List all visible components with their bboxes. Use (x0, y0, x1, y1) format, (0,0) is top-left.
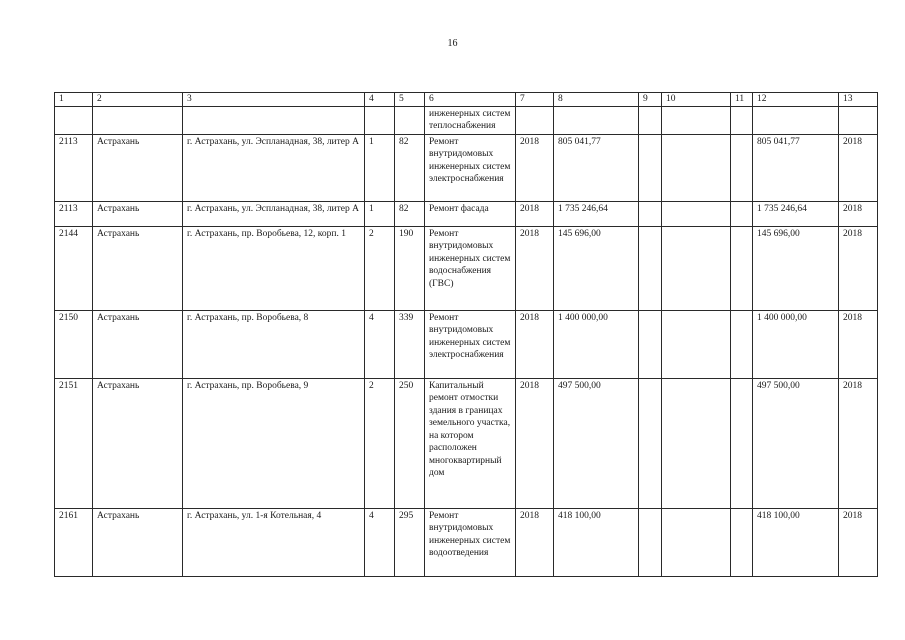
table-cell (731, 201, 753, 226)
table-cell: 2150 (55, 310, 93, 378)
table-cell: 2018 (839, 134, 878, 201)
table-cell: 1 400 000,00 (554, 310, 639, 378)
table-cell: инженерных систем теплоснабжения (425, 106, 516, 134)
table-cell: 2151 (55, 378, 93, 508)
table-cell (662, 378, 731, 508)
table-cell: Ремонт внутридомовых инженерных систем электроснабжения (425, 134, 516, 201)
table-cell: 2 (365, 378, 395, 508)
table-cell (639, 508, 662, 576)
table-cell (554, 106, 639, 134)
table-cell (731, 226, 753, 310)
header-cell: 12 (753, 93, 839, 107)
table-cell: 145 696,00 (753, 226, 839, 310)
table-cell (365, 106, 395, 134)
table-cell (93, 106, 183, 134)
table-cell (639, 310, 662, 378)
table-cell: г. Астрахань, пр. Воробьева, 12, корп. 1 (183, 226, 365, 310)
header-cell: 3 (183, 93, 365, 107)
header-cell: 13 (839, 93, 878, 107)
header-cell: 11 (731, 93, 753, 107)
table-row (55, 134, 878, 201)
table-cell: 2 (365, 226, 395, 310)
table-cell: 418 100,00 (753, 508, 839, 576)
table-cell: 1 735 246,64 (753, 201, 839, 226)
page-number: 16 (447, 38, 458, 49)
table-cell: Астрахань (93, 378, 183, 508)
table-cell: 2018 (516, 226, 554, 310)
header-cell: 6 (425, 93, 516, 107)
table-cell: 1 (365, 134, 395, 201)
table-cell: Ремонт внутридомовых инженерных систем водоотведения (425, 508, 516, 576)
table-cell: г. Астрахань, пр. Воробьева, 8 (183, 310, 365, 378)
table-cell (639, 201, 662, 226)
table-cell: 1 400 000,00 (753, 310, 839, 378)
table-cell: г. Астрахань, ул. Эспланадная, 38, литер А (183, 201, 365, 226)
table-row (55, 226, 878, 310)
header-cell: 2 (93, 93, 183, 107)
table-cell: 805 041,77 (554, 134, 639, 201)
table-cell (395, 106, 425, 134)
table-cell: 2018 (516, 508, 554, 576)
table-header-row (55, 93, 878, 107)
table-cell (753, 106, 839, 134)
table-row (55, 201, 878, 226)
header-cell: 8 (554, 93, 639, 107)
table-cell (731, 508, 753, 576)
table-row (55, 106, 878, 134)
table-cell (662, 106, 731, 134)
table-cell: 4 (365, 310, 395, 378)
table-cell: 145 696,00 (554, 226, 639, 310)
table-cell: 4 (365, 508, 395, 576)
table-cell: 2018 (516, 378, 554, 508)
table-cell: г. Астрахань, ул. Эспланадная, 38, литер А (183, 134, 365, 201)
table-cell: 2018 (839, 508, 878, 576)
table-cell: 82 (395, 201, 425, 226)
table-cell: 2018 (839, 310, 878, 378)
table-cell (55, 106, 93, 134)
table-cell (662, 226, 731, 310)
table-cell: 2113 (55, 201, 93, 226)
table-cell (731, 310, 753, 378)
table-cell: 2144 (55, 226, 93, 310)
table-cell: г. Астрахань, ул. 1-я Котельная, 4 (183, 508, 365, 576)
table-cell: Астрахань (93, 201, 183, 226)
table-cell (731, 106, 753, 134)
table-cell: Астрахань (93, 310, 183, 378)
table-cell (662, 310, 731, 378)
table-row (55, 310, 878, 378)
table-cell: 2018 (839, 378, 878, 508)
header-cell: 9 (639, 93, 662, 107)
header-cell: 5 (395, 93, 425, 107)
table-cell: 190 (395, 226, 425, 310)
table-cell (731, 134, 753, 201)
table-cell (839, 106, 878, 134)
table-cell (639, 106, 662, 134)
table-cell: 805 041,77 (753, 134, 839, 201)
table-cell: Ремонт фасада (425, 201, 516, 226)
table-cell: 82 (395, 134, 425, 201)
works-table (54, 92, 878, 577)
table-cell: Ремонт внутридомовых инженерных систем водоснабжения (ГВС) (425, 226, 516, 310)
table-cell: 2113 (55, 134, 93, 201)
table-cell (639, 226, 662, 310)
header-cell: 4 (365, 93, 395, 107)
table-cell: Астрахань (93, 226, 183, 310)
header-cell: 7 (516, 93, 554, 107)
table-cell (662, 508, 731, 576)
table-cell: Капитальный ремонт отмостки здания в границах земельного участка, на котором расположен многоквартирный дом (425, 378, 516, 508)
table-cell: Астрахань (93, 134, 183, 201)
table-cell: 2018 (516, 310, 554, 378)
table-row (55, 508, 878, 576)
table-cell: 2018 (839, 201, 878, 226)
table-cell: 418 100,00 (554, 508, 639, 576)
table-cell: 497 500,00 (554, 378, 639, 508)
table-cell (731, 378, 753, 508)
table-cell: 2018 (839, 226, 878, 310)
table-cell: г. Астрахань, пр. Воробьева, 9 (183, 378, 365, 508)
table-cell: 2161 (55, 508, 93, 576)
header-cell: 10 (662, 93, 731, 107)
table-cell (639, 378, 662, 508)
header-cell: 1 (55, 93, 93, 107)
table-cell: 339 (395, 310, 425, 378)
table-cell (183, 106, 365, 134)
table-cell (662, 134, 731, 201)
table-cell: 250 (395, 378, 425, 508)
table-cell (516, 106, 554, 134)
table-cell: 497 500,00 (753, 378, 839, 508)
table-row (55, 378, 878, 508)
table-cell: Ремонт внутридомовых инженерных систем электроснабжения (425, 310, 516, 378)
table-cell (639, 134, 662, 201)
table-cell: 2018 (516, 134, 554, 201)
table-cell: 1 (365, 201, 395, 226)
table-cell (662, 201, 731, 226)
table-cell: 2018 (516, 201, 554, 226)
table-cell: 1 735 246,64 (554, 201, 639, 226)
table-cell: 295 (395, 508, 425, 576)
table-cell: Астрахань (93, 508, 183, 576)
